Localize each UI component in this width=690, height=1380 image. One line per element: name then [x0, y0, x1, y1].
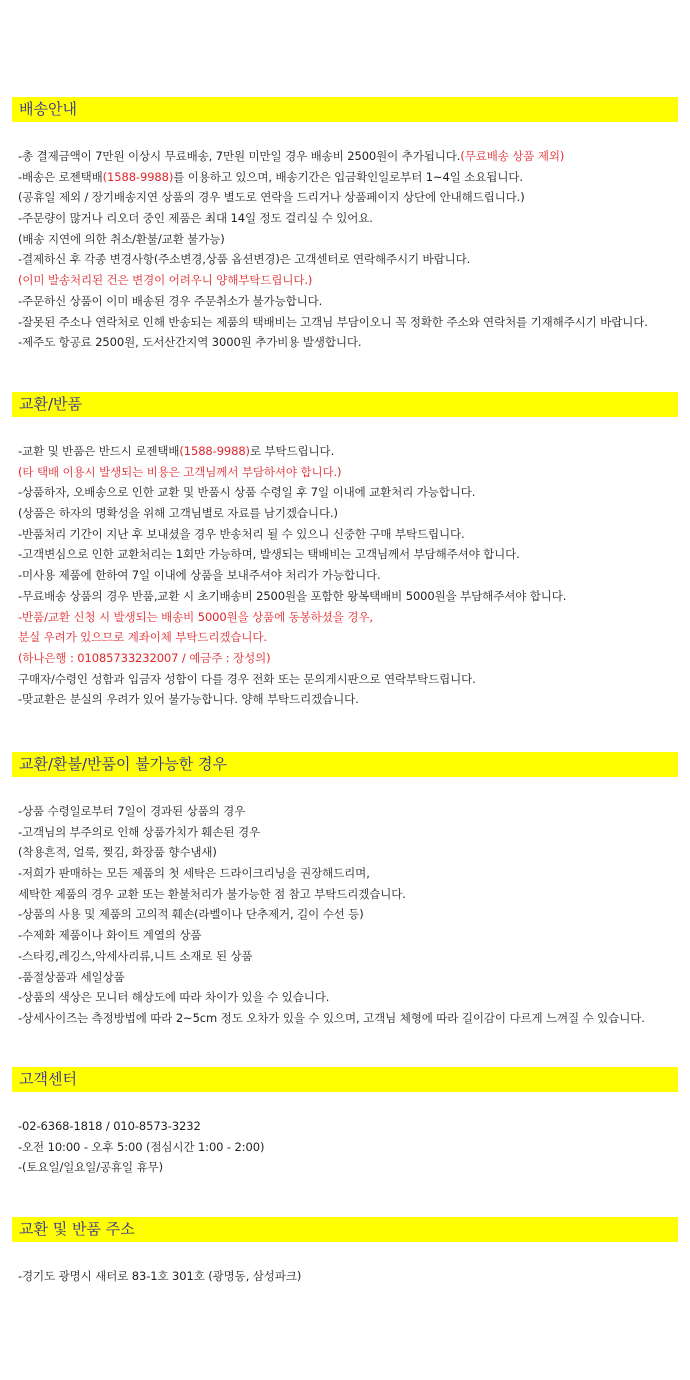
line-text: -상세사이즈는 측정방법에 따라 2~5cm 정도 오차가 있을 수 있으며, 고객님 체형에 따라 길이감이 다르게 느껴질 수 있습니다. — [18, 1010, 645, 1025]
highlight-text: (1588-9988) — [102, 169, 174, 184]
line-text: -맞교환은 분실의 우려가 있어 불가능합니다. 양해 부탁드리겠습니다. — [18, 692, 359, 707]
section-body — [12, 1116, 678, 1178]
info-line — [18, 249, 678, 270]
info-line — [18, 565, 678, 586]
info-line — [18, 1116, 678, 1137]
line-text: -고객님의 부주의로 인해 상품가치가 훼손된 경우 — [18, 824, 261, 839]
line-text: -오전 10:00 - 오후 5:00 (점심시간 1:00 - 2:00) — [18, 1139, 265, 1154]
line-text: -스타킹,레깅스,악세사리류,니트 소재로 된 상품 — [18, 948, 253, 963]
section-shipping-info — [12, 97, 678, 353]
info-line — [18, 863, 678, 884]
info-line — [18, 146, 678, 167]
line-text: -상품의 사용 및 제품의 고의적 훼손(라벨이나 단추제거, 길이 수선 등) — [18, 907, 364, 922]
info-line — [18, 167, 678, 188]
info-line — [18, 462, 678, 483]
section-title: 교환/반품 — [12, 392, 678, 417]
highlight-text: (무료배송 상품 제외) — [460, 149, 565, 163]
info-line — [18, 503, 678, 524]
info-line — [18, 801, 678, 822]
info-line — [18, 1157, 678, 1178]
info-line — [18, 229, 678, 250]
section-title: 배송안내 — [12, 97, 678, 122]
info-line — [18, 586, 678, 607]
line-text: -결제하신 후 각종 변경사항(주소변경,상품 옵션변경)은 고객센터로 연락해주시기 바랍니다. — [18, 252, 471, 267]
info-line — [18, 648, 678, 669]
info-line — [18, 627, 678, 648]
section-non-returnable-cases — [12, 752, 678, 1029]
line-text: -(토요일/일요일/공휴일 휴무) — [18, 1160, 164, 1175]
highlight-text: (타 택배 이용시 발생되는 비용은 고객님께서 부담하셔야 합니다.) — [18, 464, 342, 479]
highlight-text: (하나은행 : 01085733232007 / 예금주 : 장성의) — [18, 650, 271, 665]
highlight-text: (1588-9988) — [179, 444, 250, 458]
info-line — [18, 1137, 678, 1158]
line-text: -잘못된 주소나 연락처로 인해 반송되는 제품의 택배비는 고객님 부담이오니 꼭 정확한 주소와 연락처를 기재해주시기 바랍니다. — [18, 314, 648, 329]
line-text: -총 결제금액이 7만원 이상시 무료배송, 7만원 미만일 경우 배송비 2500원이 추가됩니다. — [18, 149, 461, 163]
section-body — [12, 1266, 678, 1287]
line-text: -수제화 제품이나 화이트 계열의 상품 — [18, 928, 202, 943]
highlight-text: 분실 우려가 있으므로 계좌이체 부탁드리겠습니다. — [18, 630, 267, 645]
line-text: 를 이용하고 있으며, 배송기간은 입금확인일로부터 1~4일 소요됩니다. — [173, 169, 523, 184]
info-line — [18, 669, 678, 690]
info-line — [18, 884, 678, 905]
line-text: -미사용 제품에 한하여 7일 이내에 상품을 보내주셔야 처리가 가능합니다. — [18, 568, 381, 583]
line-text: -02-6368-1818 / 010-8573-3232 — [18, 1119, 201, 1133]
info-line — [18, 842, 678, 863]
line-text: (공휴일 제외 / 장기배송지연 상품의 경우 별도로 연락을 드리거나 상품페이지 상단에 안내해드립니다.) — [18, 190, 525, 205]
info-line — [18, 946, 678, 967]
info-line — [18, 312, 678, 333]
info-line — [18, 904, 678, 925]
info-line — [18, 441, 678, 462]
info-line — [18, 822, 678, 843]
line-text: -주문량이 많거나 리오더 중인 제품은 최대 14일 정도 걸리실 수 있어요. — [18, 211, 373, 226]
section-title: 교환 및 반품 주소 — [12, 1217, 678, 1242]
line-text: -교환 및 반품은 반드시 로젠택배 — [18, 444, 180, 458]
info-line — [18, 208, 678, 229]
line-text: -경기도 광명시 새터로 83-1호 301호 (광명동, 삼성파크) — [18, 1269, 302, 1283]
line-text: 로 부탁드립니다. — [249, 444, 335, 458]
line-text: (착용흔적, 얼룩, 찢김, 화장품 향수냄새) — [18, 845, 217, 860]
line-text: -상품의 색상은 모니터 해상도에 따라 차이가 있을 수 있습니다. — [18, 990, 330, 1005]
info-line — [18, 1008, 678, 1029]
section-body — [12, 801, 678, 1029]
info-line — [18, 544, 678, 565]
section-body — [12, 441, 678, 710]
line-text: (상품은 하자의 명확성을 위해 고객님별로 자료를 남기겠습니다.) — [18, 506, 338, 521]
line-text: -상품하자, 오배송으로 인한 교환 및 반품시 상품 수령일 후 7일 이내에 교환처리 가능합니다. — [18, 485, 476, 500]
section-body — [12, 146, 678, 353]
line-text: -주문하신 상품이 이미 배송된 경우 주문취소가 불가능합니다. — [18, 293, 323, 308]
line-text: -품절상품과 세일상품 — [18, 969, 125, 984]
info-line — [18, 967, 678, 988]
info-line — [18, 291, 678, 312]
section-customer-center — [12, 1067, 678, 1178]
line-text: -제주도 항공료 2500원, 도서산간지역 3000원 추가비용 발생합니다. — [18, 335, 362, 350]
line-text: -배송은 로젠택배 — [18, 169, 103, 184]
line-text: 구매자/수령인 성함과 입금자 성함이 다를 경우 전화 또는 문의게시판으로 연락부탁드립니다. — [18, 671, 476, 686]
highlight-text: (이미 발송처리된 건은 변경이 어려우니 양해부탁드립니다.) — [18, 273, 313, 288]
info-line — [18, 607, 678, 628]
line-text: 세탁한 제품의 경우 교환 또는 환불처리가 불가능한 점 참고 부탁드리겠습니다. — [18, 886, 406, 901]
line-text: -고객변심으로 인한 교환처리는 1회만 가능하며, 발생되는 택배비는 고객님께서 부담해주셔야 합니다. — [18, 547, 520, 562]
info-line — [18, 524, 678, 545]
section-title: 고객센터 — [12, 1067, 678, 1092]
line-text: (배송 지연에 의한 취소/환불/교환 불가능) — [18, 231, 225, 246]
info-line — [18, 1266, 678, 1287]
info-line — [18, 689, 678, 710]
info-line — [18, 987, 678, 1008]
line-text: -반품처리 기간이 지난 후 보내셨을 경우 반송처리 될 수 있으니 신중한 구매 부탁드립니다. — [18, 526, 465, 541]
section-return-address — [12, 1217, 678, 1287]
info-line — [18, 270, 678, 291]
info-line — [18, 482, 678, 503]
info-line — [18, 187, 678, 208]
info-line — [18, 925, 678, 946]
section-exchange-return — [12, 392, 678, 710]
info-line — [18, 332, 678, 353]
highlight-text: -반품/교환 신청 시 발생되는 배송비 5000원을 상품에 동봉하셨을 경우, — [18, 609, 373, 624]
section-title: 교환/환불/반품이 불가능한 경우 — [12, 752, 678, 777]
line-text: -저희가 판매하는 모든 제품의 첫 세탁은 드라이크리닝을 권장해드리며, — [18, 866, 370, 881]
line-text: -무료배송 상품의 경우 반품,교환 시 초기배송비 2500원을 포함한 왕복택배비 5000원을 부담해주셔야 합니다. — [18, 588, 567, 603]
line-text: -상품 수령일로부터 7일이 경과된 상품의 경우 — [18, 804, 246, 818]
